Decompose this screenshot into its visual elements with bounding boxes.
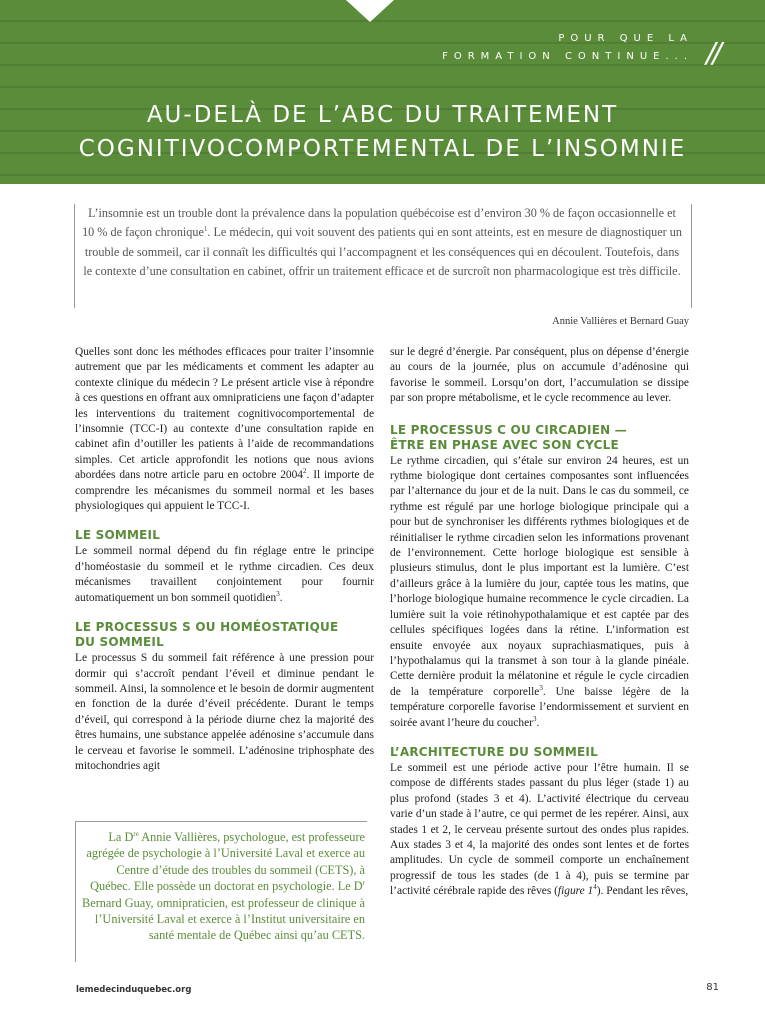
title-line-2: COGNITIVOCOMPORTEMENTAL DE L’INSOMNIE xyxy=(78,136,687,162)
footer-website: lemedecinduquebec.org xyxy=(76,985,192,995)
reference-mark: 3 xyxy=(276,589,280,598)
title-abbrev: r xyxy=(362,879,365,888)
section-heading-processus-c xyxy=(390,423,689,453)
text-run: ). Pendant les rêves, xyxy=(596,885,689,898)
body-paragraph xyxy=(390,761,689,900)
text-run: . xyxy=(279,591,283,604)
author-bio xyxy=(75,829,365,944)
body-paragraph: sur le degré d’énergie. Par conséquent, plus on dépense d’énergie au cours de la journée, plus on accumule d’adénosine qui favorise le sommeil. Lorsqu’on dort, l’accumulation se dissipe par son propre métabolisme, et le cycle recommence au lever. xyxy=(390,346,689,405)
title-line-1: AU-DELÀ DE L’ABC DU TRAITEMENT xyxy=(146,102,619,128)
intro-text-b: . Le médecin, qui voit souvent des patients qui en sont atteints, est en mesure de diagnostiquer un trouble de sommeil, car il connaît les difficultés qui l’accompagnent et les conséquences qui en découlent. Toutefois, dans le contexte d’une consultation en cabinet, offrir un traitement efficace et de surcroît non pharmacologique est très difficile. xyxy=(83,225,682,279)
reference-mark: 3 xyxy=(532,714,537,723)
text-run: Le sommeil est une période active pour l’être humain. Il se compose de différents stades passant du plus léger (stade 1) au plus profond (stades 3 et 4). L’activité électrique du cerveau varie d’un stade à l’autre, ce qui permet de les repérer. Ainsi, aux stades 1 et 2, le cerveau présente surtout des ondes plus rapides. Aux stades 3 et 4, la majorité des ondes sont lentes et de fortes amplitudes. Un cycle de sommeil comporte un enchaînement progressif de tous les stades (de 1 à 4), puis se termine par l’activité cérébrale rapide des rêves ( xyxy=(390,761,689,898)
body-paragraph xyxy=(390,454,689,731)
heading-line: ÊTRE EN PHASE AVEC SON CYCLE xyxy=(390,437,619,452)
left-column xyxy=(75,345,374,788)
intro-ref-1: 1 xyxy=(203,225,208,234)
text-run: La D xyxy=(108,830,134,844)
heading-line: LE PROCESSUS C OU CIRCADIEN — xyxy=(390,422,627,437)
text-run: . xyxy=(536,716,540,729)
slashes-decoration: // xyxy=(706,36,719,69)
text-run: Le rythme circadien, qui s’étale sur environ 24 heures, est un rythme biologique dont certaines composantes sont influencées par l’alternance du jour et de la nuit. Dans le cas du sommeil, ce rythme est régulé par une horloge biologique principale qui a pour but de synchroniser les différents rythmes biologiques et de réinitialiser le rythme circadien selon les informations provenant de l’environnement. Cette horloge biologique est sensible à plusieurs stimulus, dont le plus important est la lumière. C’est d’ailleurs grâce à la lumière du jour, captée tous les matins, que l’horloge biologique humaine recommence le cycle circadien. La lumière suit la voie rétinohypothalamique et est captée par des cellules spécifiques logées dans la rétine. L’information est ensuite envoyée aux noyaux suprachiasmatiques, puis à l’hypothalamus qui la transmet à son tour à la glande pinéale. Cette dernière produit la mélatonine et régule le cycle circadien de la température corporelle xyxy=(390,454,689,698)
body-paragraph xyxy=(75,345,374,514)
body-paragraph: Le processus S du sommeil fait référence à une pression pour dormir qui s’accroît pendant l’éveil et diminue pendant le sommeil. Ainsi, la somnolence et le besoin de dormir augmentent en fonction de la durée d’éveil précédente. Durant le temps d’éveil, qui correspond à la période diurne chez la majorité des êtres humains, une substance appelée adénosine s’accumule dans le cerveau et favorise le sommeil. L’adénosine triphosphate des mitochondries agit xyxy=(75,652,374,772)
text-run: . Une baisse légère de la température corporelle favorise l’endormissement et survient en soirée avant l’heure du coucher xyxy=(390,685,689,729)
banner-notch xyxy=(346,0,394,22)
body-paragraph xyxy=(75,544,374,606)
figure-reference: figure 1 xyxy=(557,885,594,898)
text-run: Le sommeil normal dépend du fin réglage entre le principe d’homéostasie du sommeil et le rythme circadien. Ces deux mécanismes travaillent conjointement pour fournir automatiquement un bon sommeil quotidien xyxy=(75,545,374,604)
section-heading-sommeil: LE SOMMEIL xyxy=(75,528,161,543)
heading-line: LE PROCESSUS S OU HOMÉOSTATIQUE xyxy=(75,620,339,635)
header-banner xyxy=(0,0,765,184)
reference-mark: 4 xyxy=(593,883,597,892)
reference-mark: 3 xyxy=(539,683,543,692)
page-number: 81 xyxy=(706,982,719,993)
tagline-line-1: POUR QUE LA xyxy=(558,33,693,44)
heading-line: DU SOMMEIL xyxy=(75,635,164,650)
text-run: . Il importe de comprendre les mécanismes du sommeil normal et les bases physiologiques qui appuient le TCC-I. xyxy=(75,469,375,513)
section-heading-processus-s xyxy=(75,620,374,650)
intro-text-a: L’insomnie est un trouble dont la prévalence dans la population québécoise est d’environ 30 % de façon occasionnelle et 10 % de façon chronique xyxy=(82,206,676,240)
text-run: Annie Vallières, psychologue, est professeure agrégée de psychologie à l’Université Laval et exerce au Centre d’étude des troubles du sommeil (CETS), à Québec. Elle possède un doctorat en psychologie. Le D xyxy=(86,830,365,894)
section-heading-architecture: L’ARCHITECTURE DU SOMMEIL xyxy=(390,744,598,759)
series-tagline xyxy=(442,30,693,66)
right-column xyxy=(390,345,689,914)
tagline-line-2: FORMATION CONTINUE... xyxy=(442,51,693,62)
text-run: Bernard Guay, omnipraticien, est professeur de clinique à l’Université Laval et exerce à l’Institut universitaire en santé mentale de Québec ainsi qu’au CETS. xyxy=(82,895,365,943)
article-authors: Annie Vallières et Bernard Guay xyxy=(552,316,689,327)
article-title xyxy=(0,98,765,166)
text-run: Quelles sont donc les méthodes efficaces pour traiter l’insomnie autrement que par les médicaments et comment les adapter au contexte clinique du médecin ? Le présent article vise à répondre à ces questions en offrant aux omnipraticiens une façon d’adapter les interventions du traitement cognitivocomportemental de l’insomnie (TCC-I) au contexte d’une consultation rapide en cabinet afin d’outiller les patients à l’aide de recommandations simples. Cet article approfondit les notions que nous avions abordées dans notre article paru en octobre 2004 xyxy=(75,346,374,482)
intro-paragraph xyxy=(82,204,682,282)
reference-mark: 2 xyxy=(303,467,307,476)
title-abbrev: re xyxy=(133,829,139,838)
